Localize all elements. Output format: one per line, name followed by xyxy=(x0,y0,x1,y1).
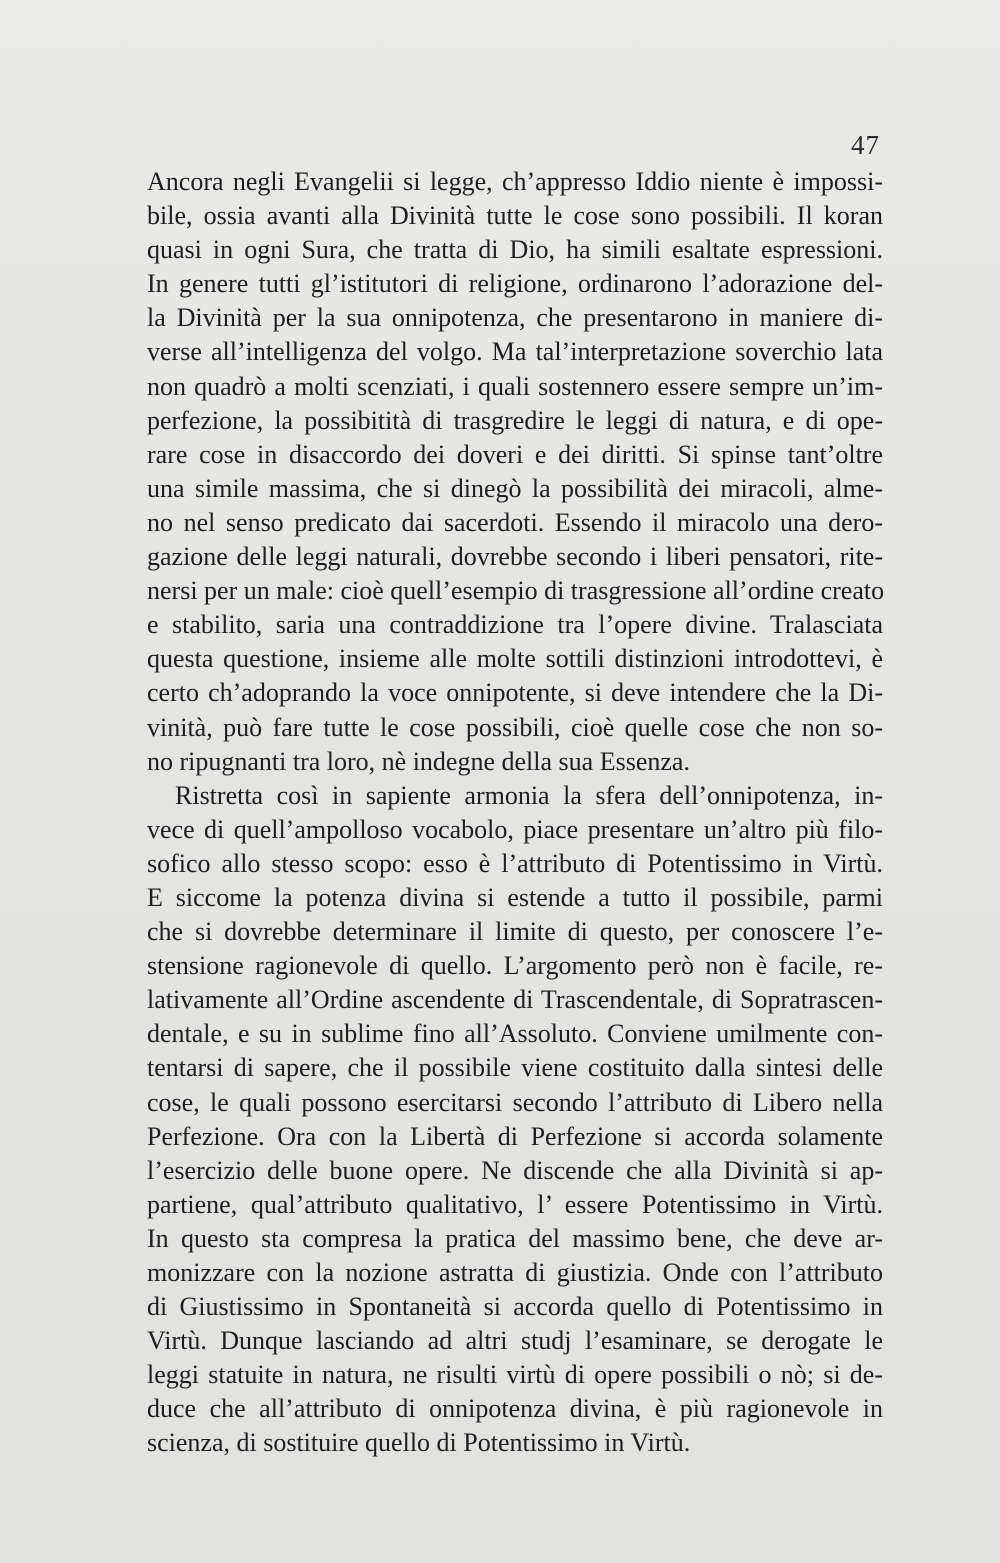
text-line: no nel senso predicato dai sacerdoti. Essendo il miracolo una dero- xyxy=(147,507,883,537)
text-line: lativamente all’Ordine ascendente di Trascendentale, di Sopratrascen- xyxy=(147,985,883,1015)
text-line: partiene, qual’attributo qualitativo, l’ essere Potentissimo in Virtù. xyxy=(147,1189,883,1219)
text-line: leggi statuite in natura, ne risulti virtù di opere possibili o nò; si de- xyxy=(147,1360,883,1390)
text-line: Ristretta così in sapiente armonia la sfera dell’onnipotenza, in- xyxy=(175,780,883,810)
text-line: sofico allo stesso scopo: esso è l’attributo di Potentissimo in Virtù. xyxy=(147,848,883,878)
text-line: Virtù. Dunque lasciando ad altri studj l’esaminare, se derogate le xyxy=(147,1326,883,1356)
text-line: vece di quell’ampolloso vocabolo, piace presentare un’altro più filo- xyxy=(147,814,883,844)
text-line: vinità, può fare tutte le cose possibili, cioè quelle cose che non so- xyxy=(147,712,883,742)
text-line: Ancora negli Evangelii si legge, ch’appresso Iddio niente è impossi- xyxy=(147,167,883,196)
text-line: tentarsi di sapere, che il possibile viene costituito dalla sintesi delle xyxy=(147,1053,883,1083)
text-line: la Divinità per la sua onnipotenza, che presentarono in maniere di- xyxy=(147,303,883,333)
text-line: bile, ossia avanti alla Divinità tutte le cose sono possibili. Il koran xyxy=(147,201,883,231)
text-line: rare cose in disaccordo dei doveri e dei diritti. Si spinse tant’oltre xyxy=(147,439,883,469)
text-line: dentale, e su in sublime fino all’Assoluto. Conviene umilmente con- xyxy=(147,1019,883,1049)
text-line: e stabilito, saria una contraddizione tra l’opere divine. Tralasciata xyxy=(147,610,883,640)
text-line: duce che all’attributo di onnipotenza divina, è più ragionevole in xyxy=(147,1394,883,1424)
text-line: certo ch’adoprando la voce onnipotente, si deve intendere che la Di- xyxy=(147,678,883,708)
paragraph xyxy=(147,779,883,1461)
text-line: nersi per un male: cioè quell’esempio di trasgressione all’ordine creato xyxy=(147,576,885,606)
text-line: di Giustissimo in Spontaneità si accorda quello di Potentissimo in xyxy=(147,1292,883,1322)
text-line: verse all’intelligenza del volgo. Ma tal’interpretazione soverchio lata xyxy=(147,337,883,367)
text-line: E siccome la potenza divina si estende a tutto il possibile, parmi xyxy=(147,882,883,912)
text-line: Perfezione. Ora con la Libertà di Perfezione si accorda solamente xyxy=(147,1121,883,1151)
text-line: In genere tutti gl’istitutori di religione, ordinarono l’adorazione del- xyxy=(147,269,883,299)
body-text xyxy=(147,165,883,1461)
text-line: monizzare con la nozione astratta di giustizia. Onde con l’attributo xyxy=(147,1258,883,1287)
text-line: stensione ragionevole di quello. L’argomento però non è facile, re- xyxy=(147,951,883,981)
text-line: In questo sta compresa la pratica del massimo bene, che deve ar- xyxy=(147,1223,883,1253)
text-line: non quadrò a molti scenziati, i quali sostennero essere sempre un’im- xyxy=(147,371,883,401)
text-line: no ripugnanti tra loro, nè indegne della sua Essenza. xyxy=(147,746,690,776)
text-line: gazione delle leggi naturali, dovrebbe secondo i liberi pensatori, rite- xyxy=(147,542,883,572)
text-line: questa questione, insieme alle molte sottili distinzioni introdottevi, è xyxy=(147,644,883,674)
text-line: cose, le quali possono esercitarsi secondo l’attributo di Libero nella xyxy=(147,1087,883,1117)
text-line: una simile massima, che si dinegò la possibilità dei miracoli, alme- xyxy=(147,473,883,503)
text-line: l’esercizio delle buone opere. Ne discende che alla Divinità si ap- xyxy=(147,1155,883,1185)
text-line: quasi in ogni Sura, che tratta di Dio, ha simili esaltate espressioni. xyxy=(147,235,883,265)
text-line: scienza, di sostituire quello di Potentissimo in Virtù. xyxy=(147,1428,691,1458)
text-line: che si dovrebbe determinare il limite di questo, per conoscere l’e- xyxy=(147,917,883,947)
paragraph xyxy=(147,165,883,779)
page-number: 47 xyxy=(851,130,880,160)
text-line: perfezione, la possibitità di trasgredire le leggi di natura, e di ope- xyxy=(147,405,883,435)
